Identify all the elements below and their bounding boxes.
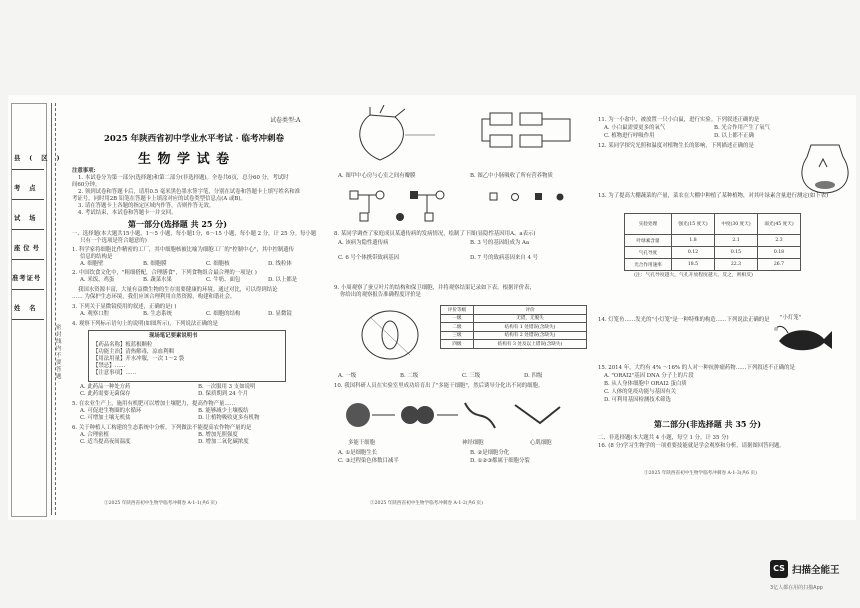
table-cell: 2.3	[758, 235, 801, 247]
field-name: 姓名	[14, 305, 45, 312]
watermark-app-name: 扫描全能王	[792, 565, 840, 576]
question-5: 5. 在农业生产上，施用有机肥可以增加土壤肥力，提高作物产量……	[72, 401, 236, 407]
table-header: 实验处理	[625, 214, 672, 235]
field-room: 试场	[14, 215, 45, 222]
question-1: 1. 科学家将细胞比作精密的工厂，其中细胞核被比喻为细胞工厂的"控制中心"，其中控制遗传	[72, 247, 295, 253]
question-4: 4. 观察下列标示语句上的说明(如图所示)，下列说法正确的是	[72, 321, 218, 327]
option: C. 植物进行呼吸作用	[604, 133, 655, 139]
option: C. 细胞核	[206, 261, 230, 267]
page-footer: ②2025 年陕西省初中生物学临考冲刺卷 A-1-2(共6 页)	[370, 501, 483, 506]
option: B. 3 号的基因组成为 Aa	[470, 240, 530, 246]
table-cell: 二级	[441, 323, 474, 332]
medicine-label-box	[88, 330, 286, 382]
notice-line: 3. 请在答题卡上各题的指定区域内作答，否则作答无效。	[78, 203, 215, 209]
table-cell: 四级	[441, 340, 474, 349]
option: D. 让植物吸收更多有机物	[198, 415, 260, 421]
exam-page-2	[330, 95, 598, 520]
field-seat: 座位号	[14, 245, 42, 252]
part2-intro: 16. (8 分)学习生物学的一项重要技能就是学会观察和分析，请据图回答问题。	[598, 443, 785, 449]
table-cell: 无错，无脱失	[474, 314, 587, 323]
notebox-line: 【注意事项】……	[93, 370, 137, 376]
part1-intro: 只有一个选项是符合题意的)	[80, 238, 147, 244]
notice-line: 2. 领到试卷和答题卡后，请用0.5 毫米黑色墨水签字笔，分别在试卷和答题卡上填写姓名和准	[78, 189, 300, 195]
notice-line: 1. 本试卷分为第一部分(选择题)和第二部分(非选择题)。全卷共6页，总分60 分，考试时	[78, 175, 289, 181]
question-2: 2. 中国饮食文化中，"粗细搭配，合理膳食"，下列食物组合最合理的一项是( )	[72, 270, 257, 276]
option: B. 二级	[400, 373, 419, 379]
option: D. 保质期到 24 个月	[198, 391, 249, 397]
option: D. 四级	[524, 373, 543, 379]
table-cell: 结构有 1 处错误(含缺失)	[474, 323, 587, 332]
table-cell: 叶绿素含量	[625, 235, 672, 247]
table-cell: 1.8	[672, 235, 715, 247]
table-cell: 结构有 3 处及以上错误(含缺失)	[474, 340, 587, 349]
option: D. ①②③都属于细胞分裂	[470, 458, 530, 464]
option: A. 该病为隐性遗传病	[338, 240, 389, 246]
subject-title: 生 物 学 试 卷	[138, 152, 231, 167]
option: B. 蔬菜水果	[143, 277, 172, 283]
table-cell: 18.5	[672, 259, 715, 271]
question-13: 13. 为了提高大棚蔬菜的产量，菜农在大棚中种植了某种植物，对其叶绿素含量进行测定(如下表)	[598, 193, 829, 199]
option: A. 一级	[338, 373, 357, 379]
option: B. 图乙中小肠吸收了所有营养物质	[470, 173, 553, 179]
question-14: 14. 灯笼鱼……发光的"小灯笼"是一种特殊的构造……下列说法正确的是	[598, 317, 770, 323]
lanternfish-diagram	[774, 323, 834, 355]
cell-label: 心肌细胞	[530, 440, 552, 446]
page-footer: ①2025 年陕西省初中生物学临考冲刺卷 A-1-1(共6 页)	[104, 501, 217, 506]
table-cell: 光合作用速率	[625, 259, 672, 271]
table-header: 评价等级	[441, 306, 474, 315]
table-cell: 0.15	[715, 247, 758, 259]
notebox-line: 【功能主治】清热解毒，凉血利咽	[93, 349, 174, 355]
notice-line: 4. 考试结束，本试卷和答题卡一并交回。	[78, 210, 177, 216]
paper-title: 2025 年陕西省初中学业水平考试 · 临考冲刺卷	[104, 134, 284, 144]
option: C. 人体的免疫功能与基因有关	[604, 389, 677, 395]
option: B. 细胞膜	[143, 261, 167, 267]
binding-sidebar	[8, 95, 68, 520]
bell-jar-diagram	[799, 137, 851, 197]
table-header: 评价	[474, 306, 587, 315]
notebox-line: 【用法用量】开水冲服，一次 1～2 袋	[93, 356, 185, 362]
blood-circulation-diagram	[480, 105, 590, 165]
option: A. 小白鼠需要更多的氧气	[604, 125, 666, 131]
option: D. 显微镜	[268, 311, 292, 317]
option: B. 从人身体细胞中 ORAI2 蛋白质	[604, 381, 687, 387]
option: A. 合理密植	[80, 432, 109, 438]
table-cell: 2.1	[715, 235, 758, 247]
notebox-title: 现场笔记要素说明书	[149, 333, 198, 339]
table-cell: 26.7	[758, 259, 801, 271]
option: C. ③过程染色体数目减半	[338, 458, 399, 464]
option: A. 细胞壁	[80, 261, 104, 267]
option: C. 此药需要无菌保存	[80, 391, 131, 397]
option: A. 米饭、鸡蛋	[80, 277, 115, 283]
table-header: 弱光(45 度天)	[758, 214, 801, 235]
reading-passage: 我国水资源丰富，大量有益微生物的生存需要健康的环境。通过对比，可以得到结论	[78, 287, 278, 293]
exam-page-3	[594, 95, 856, 520]
notebox-line: 【药品名称】板蓝根颗粒	[93, 342, 153, 348]
diagram-label: "小灯笼"	[780, 315, 802, 321]
option: A. ①是细胞生长	[338, 450, 378, 456]
table-cell: 一级	[441, 314, 474, 323]
question-3: 3. 下列关于显微镜使用的叙述，正确的是( )	[72, 304, 177, 310]
option: B. 光合作用产生了氧气	[714, 125, 770, 131]
option: C. 细胞的结构	[206, 311, 241, 317]
pedigree-chart	[340, 187, 590, 227]
camscanner-logo: CS	[770, 560, 788, 578]
question-11: 11. 为一小盆中，被放置一只小白鼠，进行实验。下列叙述正确的是	[598, 117, 760, 123]
paper-type: 试卷类型:A	[270, 117, 301, 124]
table-cell: 0.12	[672, 247, 715, 259]
option: D. 以上都是	[268, 277, 298, 283]
option: C. 三级	[462, 373, 481, 379]
notebox-line: 【禁忌】……	[93, 363, 126, 369]
exam-page-1	[8, 95, 338, 520]
option: C. 牛奶、面包	[206, 277, 241, 283]
option: C. 6 号个体携带致病基因	[338, 255, 400, 261]
table-cell: 0.18	[758, 247, 801, 259]
question-9: 9. 小周观察了蚕豆叶片的结构和保卫细胞，并将观察结果记录如下表。根据评价表，	[334, 285, 535, 291]
notice-line: 考证号，同时用2B 铅笔在答题卡上填涂对应的试卷类型信息点(A 或B)。	[72, 196, 246, 202]
watermark-tagline: 3亿人都在用的扫描App	[770, 585, 823, 591]
table-cell: 三级	[441, 331, 474, 340]
option: B. 生态系统	[143, 311, 172, 317]
option: D. 线粒体	[268, 261, 292, 267]
option: A. 图甲中心房与心室之间有瓣膜	[338, 173, 416, 179]
part2-title: 第二部分(非选择题 共 35 分)	[654, 419, 762, 429]
question-9: 你给出的观察报告准确程度评价是	[340, 292, 421, 298]
option: A. 观察口腔	[80, 311, 109, 317]
seal-warning: 密封线内不要答题	[56, 325, 62, 380]
table-cell: 22.3	[715, 259, 758, 271]
field-county: 县(区)	[14, 155, 69, 162]
option: B. 能够减少土壤板结	[198, 408, 249, 414]
option: A. 可促进生物圈的水循环	[80, 408, 142, 414]
field-exam-site: 考点	[14, 185, 45, 192]
question-12: 12. 某同学探究光照和温度对植物生长的影响，下列描述正确的是	[598, 143, 754, 149]
option: C. 适当提高夜间温度	[80, 439, 131, 445]
option: A. "ORAI2"基因 DNA 分子上的片段	[604, 373, 694, 379]
option: D. 以上都不正确	[714, 133, 754, 139]
table-cell: 结构有 2 处错误(含缺失)	[474, 331, 587, 340]
question-10: 10. 我国科研人员在实验室里成功培育出了"多能干细胞"，然后诱导分化出不同的细胞。	[334, 383, 544, 389]
field-ticket: 准考证号	[12, 275, 42, 282]
stomata-diagram	[350, 305, 430, 365]
stem-cell-diagram	[340, 393, 580, 443]
table-header: 强光(15 度天)	[672, 214, 715, 235]
option: C. 可增加土壤无机盐	[80, 415, 131, 421]
part2-intro: 二、非选择题(本大题共 4 小题，每空 1 分，计 35 分)	[598, 435, 729, 441]
question-15: 15. 2014 年，大约有 4% ～16% 的人对一种抗肿瘤药物……下列叙述不正确的是	[598, 365, 795, 371]
option: A. 此药品一种处方药	[80, 384, 131, 390]
notice-line: 间60分钟。	[72, 182, 101, 188]
table-cell: 气孔导度	[625, 247, 672, 259]
page-footer: ③2025 年陕西省初中生物学临考冲刺卷 A-1-3(共6 页)	[644, 471, 757, 476]
notice-heading: 注意事项:	[72, 168, 96, 174]
question-8: 8. 某同学调查了家庭成员某遗传病的发病情况，绘制了下图(显隐性基因用A、a表示)	[334, 231, 536, 237]
table-header: 中度(30 度天)	[715, 214, 758, 235]
cell-label: 多能干细胞	[348, 440, 375, 446]
table-note: (注：气孔导度越大，气孔开放程度越大，反之，则相反)	[634, 273, 753, 278]
question-1: 信息的结构是	[80, 254, 113, 260]
reading-passage: …… 为保护生态环境，我们应该合理利用自然资源，构建和谐社会。	[72, 294, 236, 300]
part1-intro: 一、选择题(本大题共15小题，1～5 小题，每小题1分，6～15 小题，每小题 2 分，计 25 分。每小题	[72, 231, 317, 237]
option: B. 一次服用 3 支如说明	[198, 384, 256, 390]
option: D. 7 号的致病基因来自 4 号	[470, 255, 539, 261]
option: D. 增加二氧化碳浓度	[198, 439, 249, 445]
evaluation-table	[440, 305, 587, 349]
option: B. 增加光照强度	[198, 432, 238, 438]
heart-diagram	[350, 105, 440, 165]
question-6: 6. 关于种植人工构建的生态系统中分析，下列做法不能提高农作物产量的是	[72, 425, 252, 431]
option: B. ②是细胞分化	[470, 450, 510, 456]
part1-title: 第一部分(选择题 共 25 分)	[128, 219, 228, 229]
option: D. 可利用基因检测技术筛选	[604, 397, 671, 403]
cell-label: 神经细胞	[462, 440, 484, 446]
scanner-watermark	[770, 560, 858, 604]
data-table	[624, 213, 801, 271]
